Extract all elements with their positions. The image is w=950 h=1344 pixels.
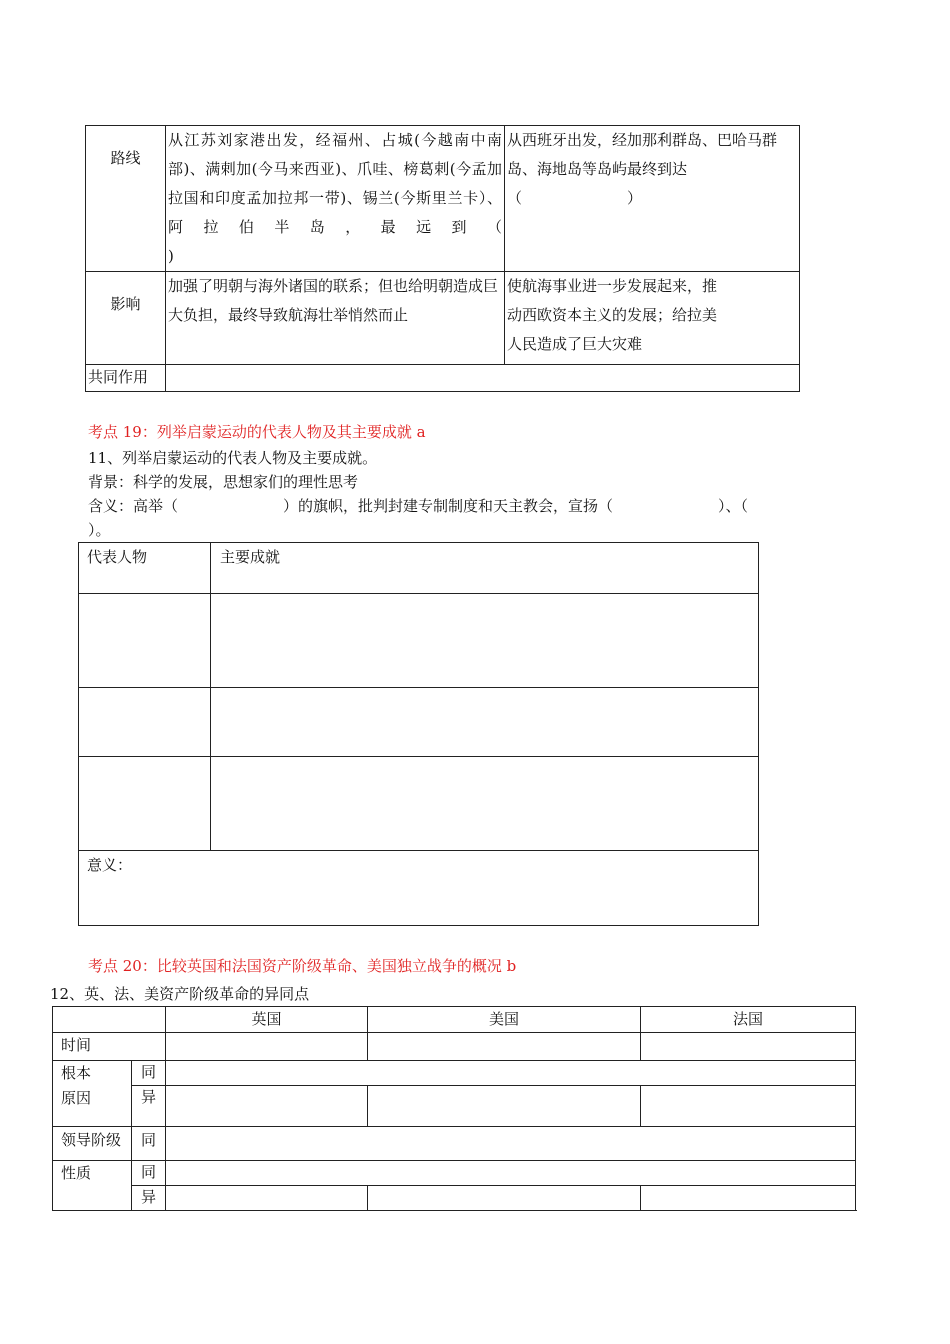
person-cell: [79, 757, 211, 851]
enlightenment-table: [78, 542, 759, 926]
achievement-cell: [211, 757, 759, 851]
header-america: 美国: [368, 1007, 641, 1033]
time-france: [641, 1033, 856, 1061]
route-zheng-he: 从江苏刘家港出发，经福州、占城(今越南中南部)、满剌加(今马来西亚)、爪哇、榜葛剌(今孟加拉国和印度孟加拉邦一带)、锡兰(今斯里兰卡）、阿拉伯半岛，最远到（ ): [166, 126, 505, 272]
row-label-root-cause: 根本 原因: [53, 1061, 132, 1127]
enlightenment-meaning: 含义：高举（ ）的旗帜，批判封建专制制度和天主教会，宣扬（ ）、（: [88, 497, 749, 515]
impact-zheng-he: 加强了明朝与海外诸国的联系；但也给明朝造成巨大负担，最终导致航海壮举悄然而止: [166, 272, 505, 365]
achievement-cell: [211, 688, 759, 757]
corner-cell: [53, 1007, 166, 1033]
root-cause-diff-label: 异: [132, 1086, 166, 1127]
significance-cell: 意义：: [79, 851, 759, 926]
voyage-comparison-table: [85, 125, 800, 392]
route-columbus: 从西班牙出发，经加那利群岛、巴哈马群岛、海地岛等岛屿最终到达（ ）: [505, 126, 800, 272]
nature-diff-america: [368, 1186, 641, 1211]
root-cause-diff-france: [641, 1086, 856, 1127]
nature-diff-britain: [166, 1186, 368, 1211]
time-america: [368, 1033, 641, 1061]
header-france: 法国: [641, 1007, 856, 1033]
row-label-common-role: 共同作用: [86, 365, 166, 392]
row-label-nature: 性质: [53, 1161, 132, 1211]
root-cause-diff-america: [368, 1086, 641, 1127]
nature-diff-france: [641, 1186, 856, 1211]
time-britain: [166, 1033, 368, 1061]
leading-class-same-cell: [166, 1127, 856, 1161]
leading-class-same-label: 同: [132, 1127, 166, 1161]
root-cause-diff-britain: [166, 1086, 368, 1127]
row-label-time: 时间: [53, 1033, 166, 1061]
person-cell: [79, 594, 211, 688]
header-achievements: 主要成就: [211, 543, 759, 594]
nature-same-cell: [166, 1161, 856, 1186]
impact-columbus: 使航海事业进一步发展起来，推动西欧资本主义的发展；给拉美人民造成了巨大灾难: [505, 272, 800, 365]
enlightenment-background: 背景：科学的发展，思想家们的理性思考: [88, 473, 359, 491]
revolution-comparison-table: [52, 1006, 856, 1211]
header-britain: 英国: [166, 1007, 368, 1033]
row-label-leading-class: 领导阶级: [53, 1127, 132, 1161]
row-label-impact: 影响: [86, 272, 166, 365]
section-20-heading: 考点 20：比较英国和法国资产阶级革命、美国独立战争的概况 b: [88, 957, 517, 975]
row-label-route: 路线: [86, 126, 166, 272]
root-cause-same-label: 同: [132, 1061, 166, 1086]
question-12: 12、英、法、美资产阶级革命的异同点: [50, 985, 310, 1003]
achievement-cell: [211, 594, 759, 688]
person-cell: [79, 688, 211, 757]
common-role-cell: [166, 365, 800, 392]
enlightenment-meaning-tail: ）。: [88, 521, 111, 539]
nature-same-label: 同: [132, 1161, 166, 1186]
root-cause-same-cell: [166, 1061, 856, 1086]
header-representative: 代表人物: [79, 543, 211, 594]
nature-diff-label: 异: [132, 1186, 166, 1211]
section-19-heading: 考点 19：列举启蒙运动的代表人物及其主要成就 a: [88, 423, 426, 441]
question-11: 11、列举启蒙运动的代表人物及主要成就。: [88, 449, 378, 467]
